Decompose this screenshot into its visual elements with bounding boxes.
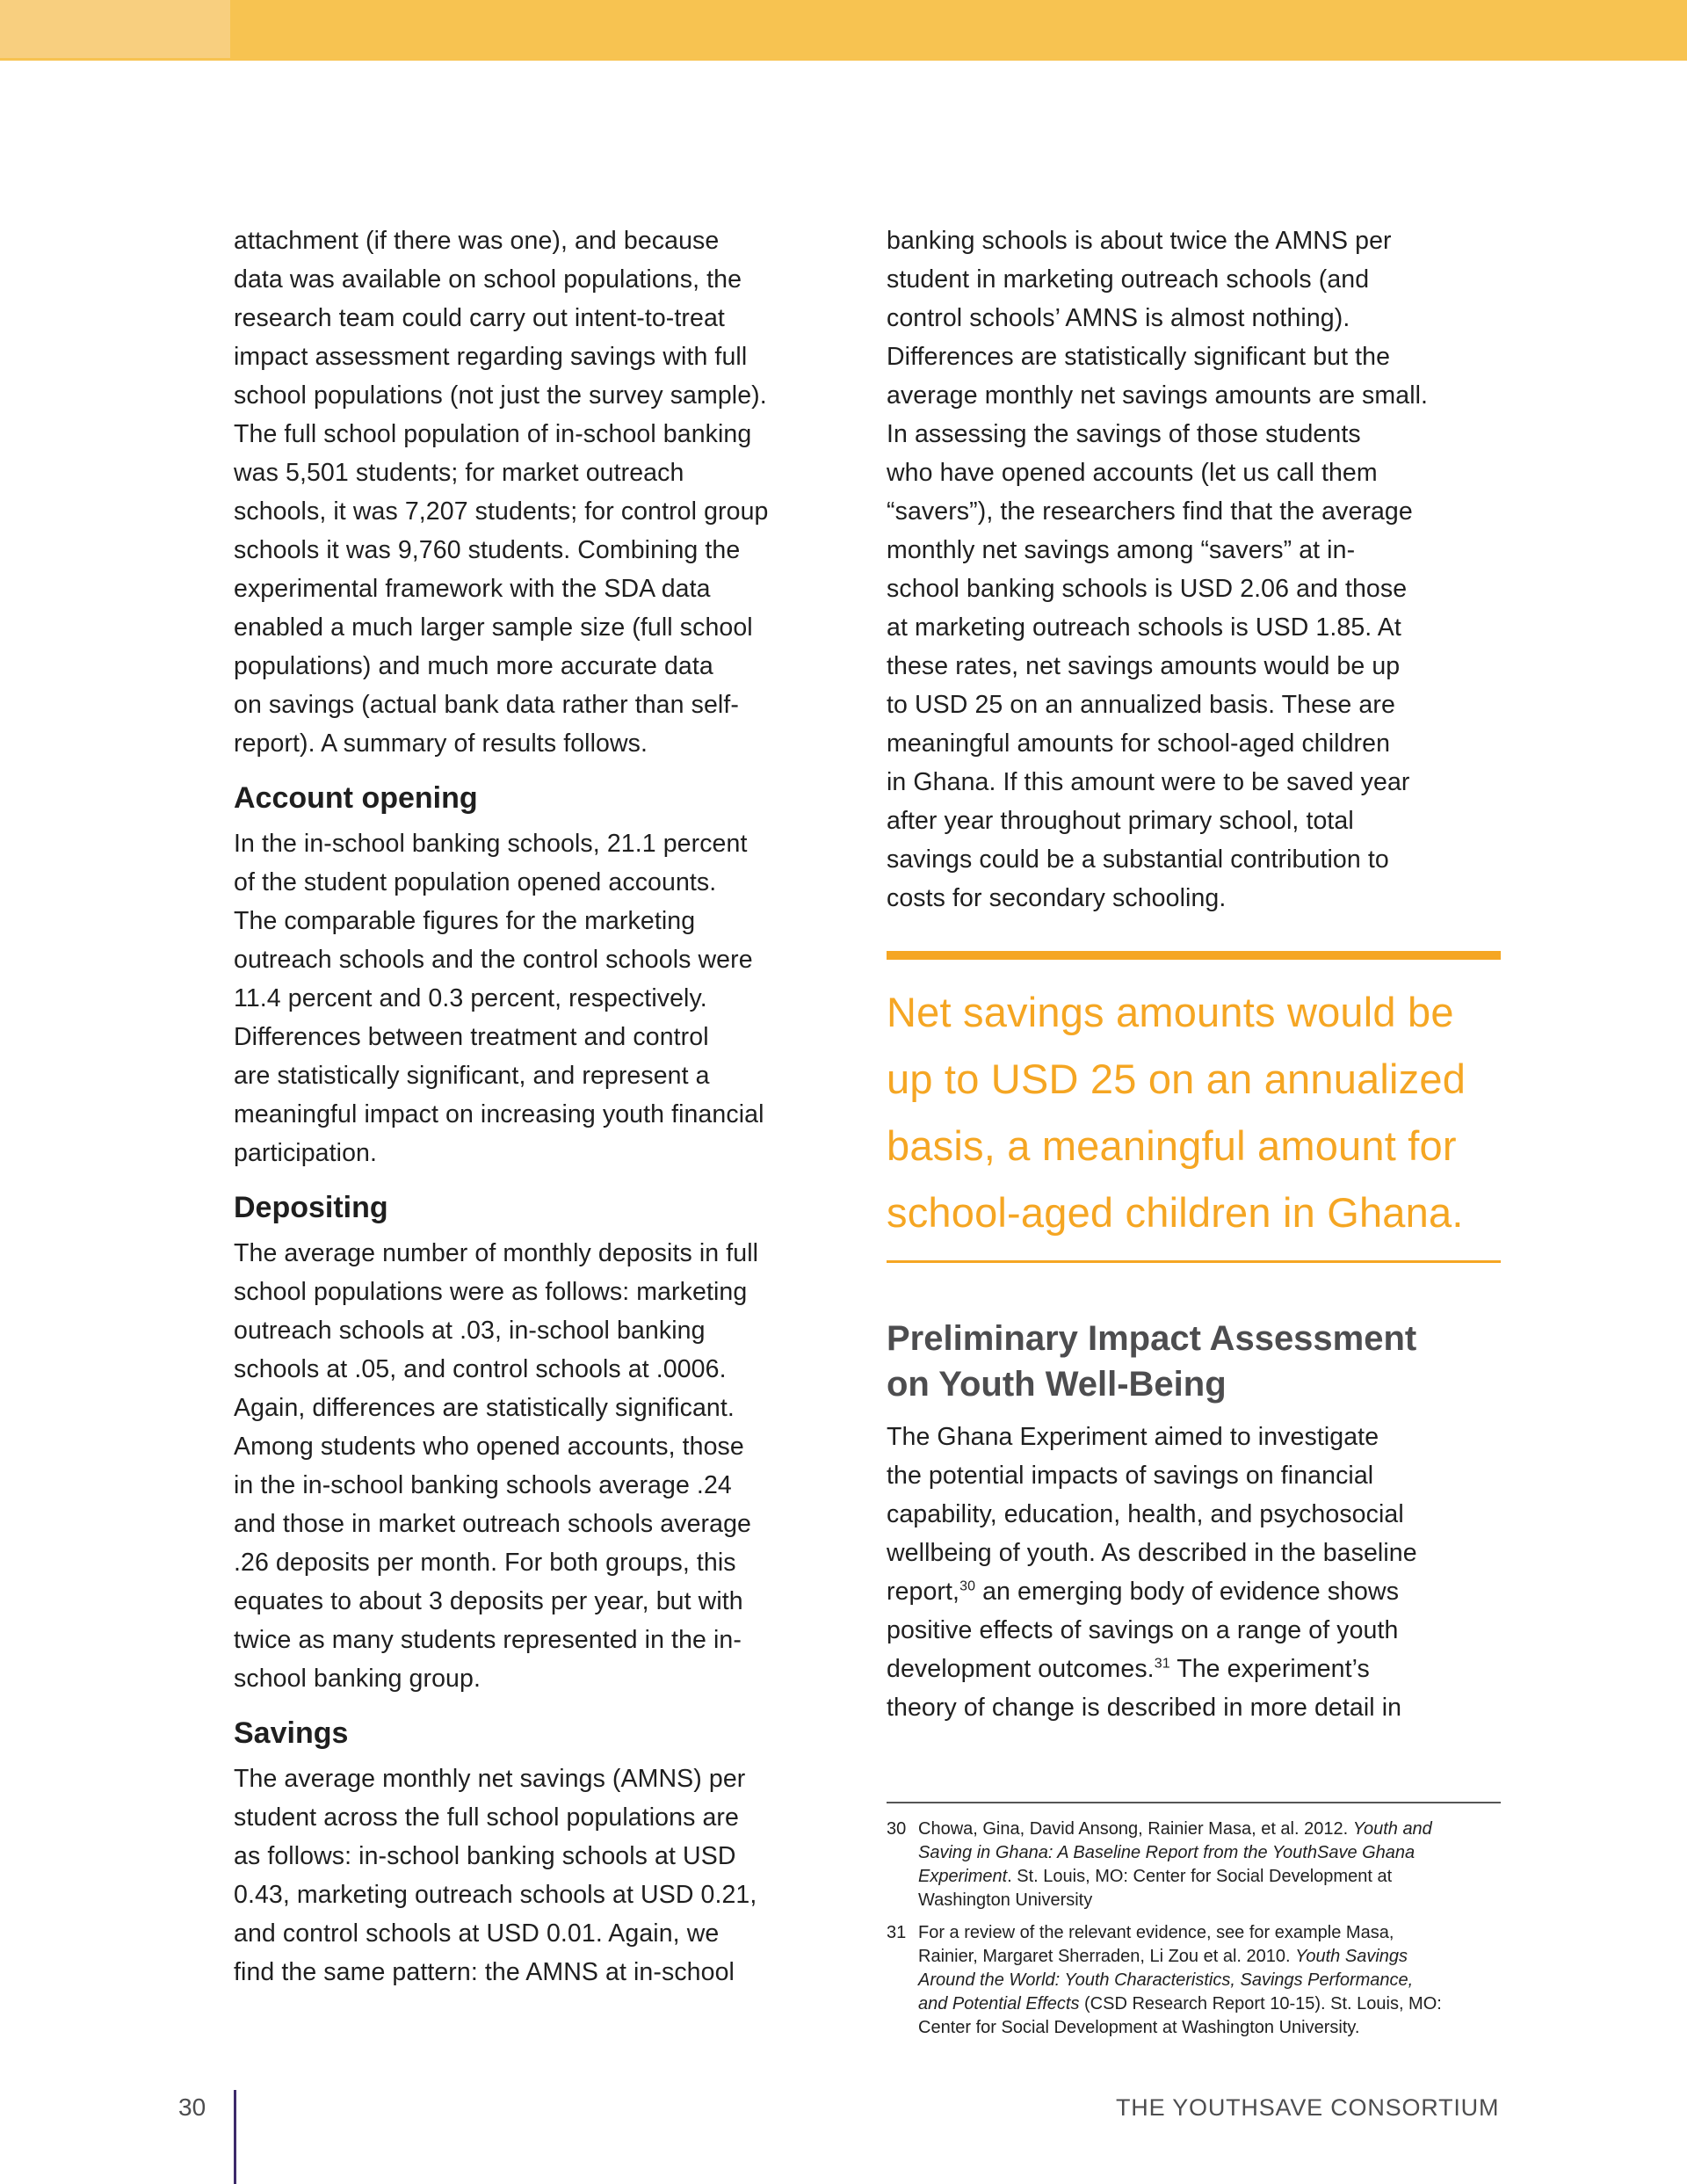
header-band [0,0,1687,61]
page-number: 30 [178,2093,206,2121]
footnote-rule [887,1802,1501,1803]
pull-quote-top-rule [887,951,1501,960]
footnote-number: 30 [887,1819,907,1839]
account-opening-heading: Account opening [234,781,478,815]
intro-paragraph: attachment (if there was one), and because data was available on school populations, the research team could carry out intent-to-treat impact assessment regarding savings with full school populations (not just the survey sample). The full school population of in-school banking was 5,501 students; for market outreach schools, it was 7,207 students; for control group schools it was 9,760 students. Combining the experimental framework with the SDA data enabled a much larger sample size (full school populations) and much more accurate data on savings (actual bank data rather than self- report). A summary of results follows. [234,227,769,758]
footnotes [887,1802,1502,2049]
footnote-ref-30[interactable]: 30 [959,1578,976,1594]
footnote-number: 31 [887,1923,907,1942]
footnote-30: 30 Chowa, Gina, David Ansong, Rainier Masa, et al. 2012. Youth and Saving in Ghana: A Baseline Report from the YouthSave Ghana Experiment. St. Louis, MO: Center for Social Development at Washington University [887,1818,1502,1912]
savings-heading: Savings [234,1716,349,1750]
right-column [887,221,1502,1727]
pull-quote: Net savings amounts would be up to USD 25 on an annualized basis, a meaningful amount for school-aged children in Ghana. [887,989,1466,1236]
left-column [234,221,849,1992]
section-title: Preliminary Impact Assessment on Youth Well-Being [887,1319,1417,1404]
savings-paragraph: The average monthly net savings (AMNS) per student across the full school populations are as follows: in-school banking schools at USD 0.43, marketing outreach schools at USD 0.21, and control schools at USD 0.01. Again, we find the same pattern: the AMNS at in-school [234,1765,757,1986]
header-accent-block [0,0,230,58]
account-opening-paragraph: In the in-school banking schools, 21.1 percent of the student population opened accounts. The comparable figures for the marketing outreach schools and the control schools were 11.4 percent and 0.3 percent, respectively. Differences between treatment and control are statistically significant, and represent a meaningful impact on increasing youth financial participation. [234,830,764,1167]
depositing-heading: Depositing [234,1191,388,1224]
well-being-paragraph: The Ghana Experiment aimed to investigate the potential impacts of savings on financial capability, education, health, and psychosocial wellbeing of youth. As described in the baseline report,$^{30}$ an emerging body of evidence shows positive effects of savings on a range of youth development outcomes.$^{31}$ The experiment’s theory of change is described in more detail in [887,1423,1417,1722]
footnote-31: 31 For a review of the relevant evidence, see for example Masa, Rainier, Margaret Sherraden, Li Zou et al. 2010. Youth Savings Around the World: Youth Characteristics, Savings Performance, and Potential Effects (CSD Research Report 10-15). St. Louis, MO: Center for Social Development at Washington University. [887,1921,1502,2040]
savings-continued-paragraph: banking schools is about twice the AMNS per student in marketing outreach schools (and control schools’ AMNS is almost nothing). Differences are statistically significant but the average monthly net savings amounts are small. In assessing the savings of those students who have opened accounts (let us call them “savers”), the researchers find that the average monthly net savings among “savers” at in- school banking schools is USD 2.06 and those at marketing outreach schools is USD 1.85. At these rates, net savings amounts would be up to USD 25 on an annualized basis. These are meaningful amounts for school-aged children in Ghana. If this amount were to be saved year after year throughout primary school, total savings could be a substantial contribution to costs for secondary schooling. [887,227,1429,912]
footer-divider [234,2090,236,2184]
footnote-ref-31[interactable]: 31 [1154,1656,1170,1672]
depositing-paragraph: The average number of monthly deposits in full school populations were as follows: marketing outreach schools at .03, in-school banking schools at .05, and control schools at .0006. Again, differences are statistically significant. Among students who opened accounts, those in the in-school banking schools average .24 and those in market outreach schools average .26 deposits per month. For both groups, this equates to about 3 deposits per year, but with twice as many students represented in the in- school banking group. [234,1239,759,1693]
pull-quote-bottom-rule [887,1260,1501,1263]
footer-organization: THE YOUTHSAVE CONSORTIUM [1116,2094,1500,2121]
